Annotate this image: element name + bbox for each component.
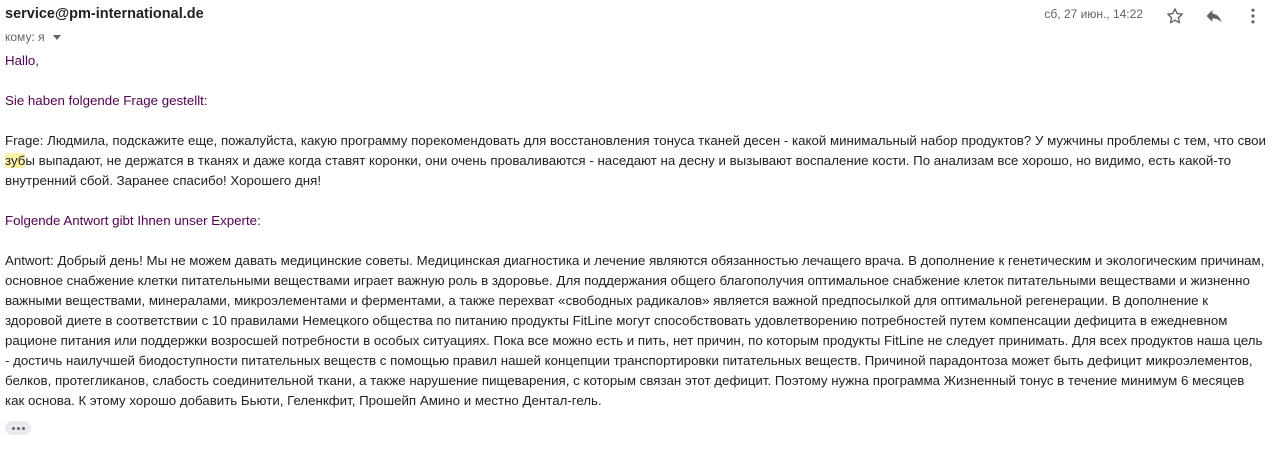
question-text-start: Frage: Людмила, подскажите еще, пожалуйста, какую программу порекомендовать для восстановления тонуса тканей десен - какой минимальный набор продуктов? У мужчины проблемы с тем, что свои xyxy=(5,133,1266,148)
highlighted-word: зуб xyxy=(5,153,26,168)
recipient-label: кому: я xyxy=(5,30,45,44)
question-text xyxy=(5,131,1267,191)
sender-email[interactable]: service@pm-international.de xyxy=(5,6,204,22)
answer-heading: Folgende Antwort gibt Ihnen unser Experte: xyxy=(5,213,261,228)
star-button[interactable] xyxy=(1163,4,1187,28)
ellipsis-dot xyxy=(12,427,15,430)
ellipsis-dot xyxy=(22,427,25,430)
ellipsis-dot xyxy=(17,427,20,430)
message-header xyxy=(5,4,1280,50)
reply-icon xyxy=(1204,6,1224,26)
more-vert-icon xyxy=(1243,6,1263,26)
show-trimmed-content-button[interactable] xyxy=(5,421,31,435)
message-body xyxy=(5,51,1267,411)
message-date: сб, 27 июн., 14:22 xyxy=(1044,7,1143,21)
answer-text: Antwort: Добрый день! Мы не можем давать медицинские советы. Медицинская диагностика и лечение являются обязанностью лечащего врача. В дополнение к генетическим и экологическим причинам, основное снабжение клетки питательными веществами играет важную роль в здоровье. Для поддержания общего благополучия оптимальное снабжение клеток питательными веществами и жизненно важными веществами, минералами, микроэлементами и ферментами, а также перехват «свободных радикалов» является важной предпосылкой для оптимальной регенерации. В дополнение к здоровой диете в соответствии с 10 правилами Немецкого общества по питанию продукты FitLine могут способствовать удовлетворению потребностей путем компенсации дефицита в ежедневном рационе питания или поддержки возросшей потребности в особых ситуациях. Пока все можно есть и пить, нет причин, по которым продукты FitLine не следует принимать. Для всех продуктов наша цель - достичь наилучшей биодоступности питательных веществ с помощью правил нашей концепции транспортировки питательных веществ. Причиной парадонтоза может быть дефицит микроэлементов, белков, протегликанов, слабость соединительной ткани, а также нарушение пищеварения, с которым связан этот дефицит. Поэтому нужна программа Жизненный тонус в течение минимум 6 месяцев как основа. К этому хорошо добавить Бьюти, Геленкфит, Прошейп Амино и местно Дентал-гель. xyxy=(5,253,1265,408)
chevron-down-icon xyxy=(53,35,61,40)
question-heading: Sie haben folgende Frage gestellt: xyxy=(5,93,208,108)
recipient-toggle[interactable] xyxy=(5,30,61,44)
greeting: Hallo, xyxy=(5,53,39,68)
question-text-end: ы выпадают, не держатся в тканях и даже когда ставят коронки, они очень проваливаются - наседают на десну и вызывают воспаление кости. По анализам все хорошо, но видимо, есть какой-то внутренний сбой. Заранее спасибо! Хорошего дня! xyxy=(5,153,1232,188)
reply-button[interactable] xyxy=(1202,4,1226,28)
star-icon xyxy=(1165,6,1185,26)
more-options-button[interactable] xyxy=(1241,4,1265,28)
